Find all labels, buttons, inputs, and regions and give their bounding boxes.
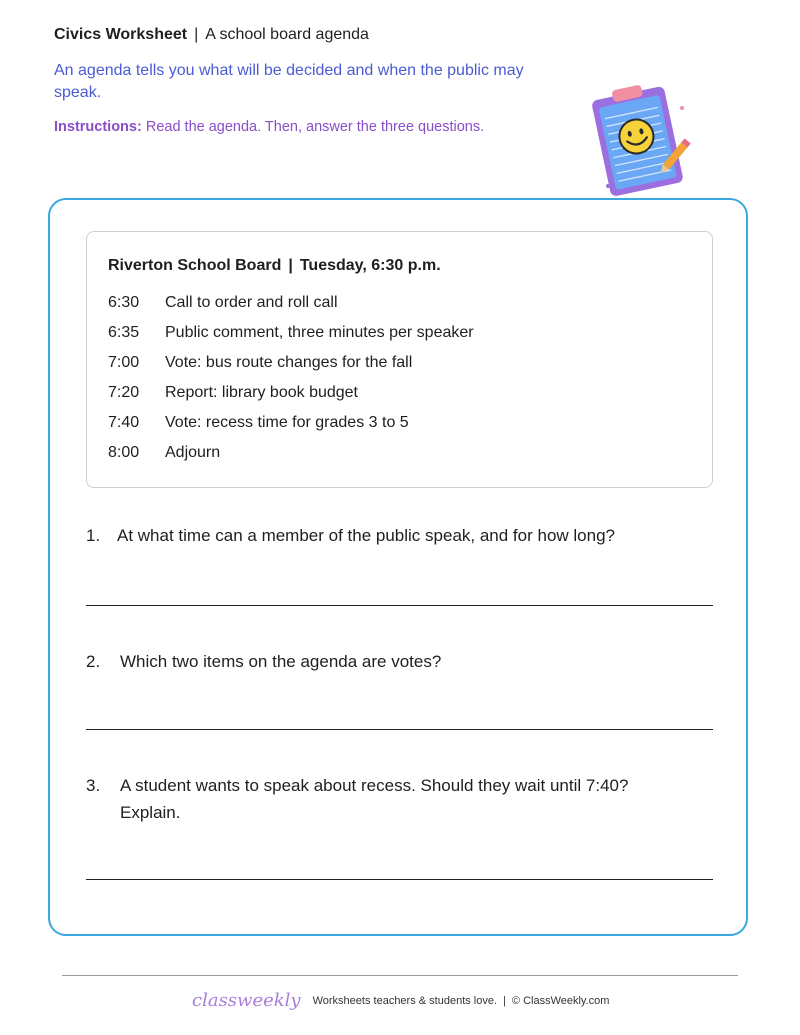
agenda-board: Riverton School Board bbox=[108, 257, 282, 274]
agenda-item bbox=[108, 294, 338, 312]
worksheet-topic: A school board agenda bbox=[205, 26, 369, 43]
instructions-label: Instructions: bbox=[54, 119, 142, 135]
footer-separator: | bbox=[503, 995, 506, 1007]
agenda-item bbox=[108, 324, 474, 342]
answer-line-3[interactable] bbox=[86, 879, 713, 880]
answer-line-2[interactable] bbox=[86, 729, 713, 730]
footer-copyright: © ClassWeekly.com bbox=[511, 995, 610, 1007]
agenda-item-text: Vote: recess time for grades 3 to 5 bbox=[165, 414, 409, 431]
agenda-item-text: Public comment, three minutes per speaker bbox=[165, 324, 474, 341]
worksheet-subject: Civics Worksheet bbox=[54, 26, 188, 43]
instructions bbox=[54, 119, 484, 135]
question-number: 1. bbox=[86, 526, 101, 545]
agenda-item-time: 7:40 bbox=[108, 414, 140, 431]
agenda-title bbox=[108, 257, 441, 275]
question-3 bbox=[86, 772, 686, 826]
agenda-item-text: Adjourn bbox=[165, 444, 221, 461]
agenda-item bbox=[108, 354, 412, 372]
agenda-item-time: 6:35 bbox=[108, 324, 140, 341]
agenda-item-time: 7:20 bbox=[108, 384, 140, 401]
agenda-item-text: Call to order and roll call bbox=[165, 294, 338, 311]
answer-line-1[interactable] bbox=[86, 605, 713, 606]
worksheet-header bbox=[54, 26, 369, 44]
agenda-when: Tuesday, 6:30 p.m. bbox=[299, 257, 441, 274]
agenda-title-separator: | bbox=[288, 257, 293, 274]
question-text: Which two items on the agenda are votes? bbox=[120, 652, 442, 671]
agenda-item-time: 6:30 bbox=[108, 294, 140, 311]
question-text: A student wants to speak about recess. Should they wait until 7:40? Explain. bbox=[120, 776, 629, 822]
question-1 bbox=[86, 522, 706, 549]
instructions-text: Read the agenda. Then, answer the three questions. bbox=[145, 119, 485, 135]
agenda-item-text: Report: library book budget bbox=[165, 384, 358, 401]
intro-text: An agenda tells you what will be decided and when the public may speak. bbox=[54, 62, 524, 101]
header-separator: | bbox=[194, 26, 199, 43]
footer-divider bbox=[62, 975, 738, 976]
agenda-item-time: 8:00 bbox=[108, 444, 140, 461]
question-number: 3. bbox=[86, 776, 101, 795]
question-number: 2. bbox=[86, 652, 101, 671]
agenda-item bbox=[108, 384, 358, 402]
agenda-item bbox=[108, 414, 409, 432]
footer-tagline: Worksheets teachers & students love. bbox=[312, 995, 498, 1007]
clipboard-smiley-icon bbox=[578, 78, 700, 200]
agenda-item-text: Vote: bus route changes for the fall bbox=[165, 354, 413, 371]
agenda-item-time: 7:00 bbox=[108, 354, 140, 371]
question-text: At what time can a member of the public speak, and for how long? bbox=[117, 526, 615, 545]
question-2 bbox=[86, 648, 706, 675]
brand-logo: classweekly bbox=[192, 990, 301, 1011]
agenda-box bbox=[86, 231, 713, 488]
footer bbox=[192, 990, 609, 1011]
agenda-item bbox=[108, 444, 220, 462]
